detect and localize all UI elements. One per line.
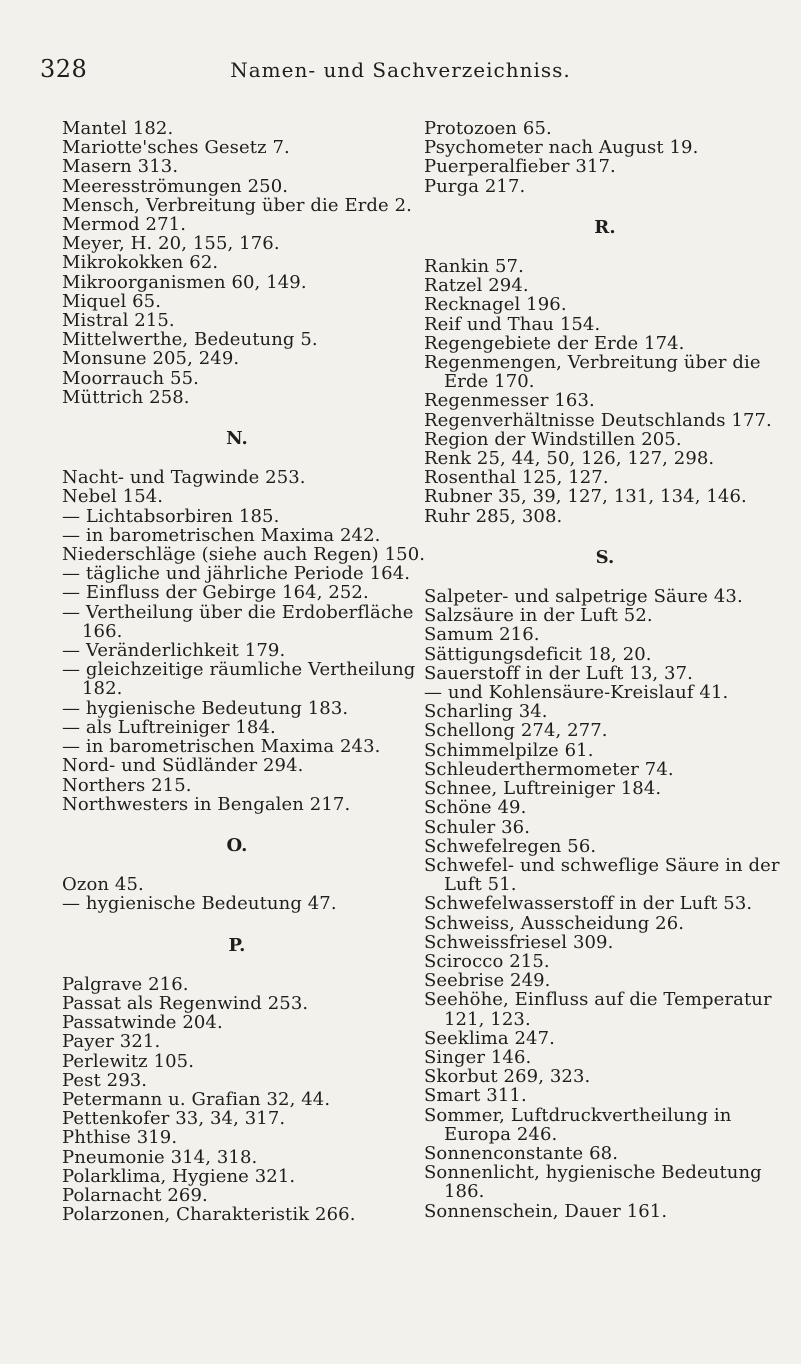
- index-entry-text: Regenmengen, Verbreitung über die: [424, 352, 761, 374]
- index-entry-text: Salpeter- und salpetrige Säure 43.: [424, 586, 743, 608]
- index-entry: [62, 994, 412, 1013]
- index-entry-continuation: 121, 123.: [444, 1008, 531, 1030]
- index-entry-text: Schweissfriesel 309.: [424, 931, 614, 953]
- index-entry-text: — hygienische Bedeutung 183.: [62, 697, 349, 719]
- index-entry: [424, 702, 786, 721]
- index-entry: [62, 776, 412, 795]
- index-entry-text: Ruhr 285, 308.: [424, 505, 563, 527]
- index-entry-text: Meyer, H. 20, 155, 176.: [62, 233, 280, 255]
- index-entry: [424, 818, 786, 837]
- index-entry: [424, 430, 786, 449]
- index-entry-text: — und Kohlensäure-Kreislauf 41.: [424, 682, 729, 704]
- index-entry-text: — in barometrischen Maxima 243.: [62, 736, 381, 758]
- index-entry: [62, 1090, 412, 1109]
- index-entry: [424, 468, 786, 487]
- index-entry: [62, 1032, 412, 1051]
- index-entry-text: — Vertheilung über die Erdoberfläche: [62, 601, 414, 623]
- index-entry-text: Recknagel 196.: [424, 294, 567, 316]
- index-entry-text: Nord- und Südländer 294.: [62, 755, 304, 777]
- index-entry: [424, 990, 786, 1028]
- index-entry-continuation: 166.: [82, 620, 123, 642]
- index-entry-text: Samum 216.: [424, 624, 540, 646]
- index-entry: [62, 234, 412, 253]
- index-entry-text: Schwefel- und schweflige Säure in der: [424, 854, 780, 876]
- index-entry-text: — Einfluss der Gebirge 164, 252.: [62, 582, 369, 604]
- index-entry-text: Salzsäure in der Luft 52.: [424, 605, 653, 627]
- index-entry-text: Psychometer nach August 19.: [424, 137, 699, 159]
- index-entry: [424, 1067, 786, 1086]
- index-entry-text: Passatwinde 204.: [62, 1012, 223, 1034]
- index-entry: [62, 1071, 412, 1090]
- index-entry: [424, 449, 786, 468]
- index-entry: [424, 1106, 786, 1144]
- index-entry: [62, 699, 412, 718]
- index-entry: [62, 544, 426, 566]
- index-entry: [62, 196, 412, 215]
- index-entry: [424, 856, 786, 894]
- index-entry: [62, 388, 412, 407]
- index-entry-text: Pettenkofer 33, 34, 317.: [62, 1108, 286, 1130]
- index-entry: [424, 1086, 786, 1105]
- index-entry-text: Schöne 49.: [424, 797, 527, 819]
- section-letter: P.: [228, 934, 246, 956]
- index-entry-text: Pest 293.: [62, 1069, 148, 1091]
- index-entry: [62, 253, 412, 272]
- index-entry-text: Phthise 319.: [62, 1127, 178, 1149]
- index-entry-continuation: Luft 51.: [444, 874, 517, 896]
- index-entry: [424, 411, 786, 430]
- index-entry-text: Mantel 182.: [62, 118, 174, 139]
- index-entry-text: Sonnenschein, Dauer 161.: [424, 1200, 668, 1222]
- index-entry: [424, 625, 786, 644]
- index-entry: [62, 1109, 412, 1128]
- index-entry-text: Region der Windstillen 205.: [424, 428, 682, 450]
- index-entry-text: Schnee, Luftreiniger 184.: [424, 778, 662, 800]
- index-entry: [62, 311, 412, 330]
- index-entry: [424, 138, 786, 157]
- index-entry: [62, 138, 412, 157]
- index-entry-text: Mermod 271.: [62, 214, 187, 236]
- index-entry-text: Passat als Regenwind 253.: [62, 992, 309, 1014]
- index-entry: [62, 468, 412, 487]
- index-entry: [62, 975, 412, 994]
- index-entry: [424, 157, 786, 176]
- index-entry: [424, 760, 786, 779]
- index-entry: [62, 875, 412, 894]
- index-entry-text: Scharling 34.: [424, 701, 548, 723]
- index-entry: [424, 257, 786, 276]
- index-entry-text: Schwefelwasserstoff in der Luft 53.: [424, 893, 753, 915]
- index-entry-text: Perlewitz 105.: [62, 1050, 195, 1072]
- index-entry: [424, 683, 786, 702]
- index-entry-text: Renk 25, 44, 50, 126, 127, 298.: [424, 448, 715, 470]
- index-entry: [62, 526, 412, 545]
- index-entry-text: Schellong 274, 277.: [424, 720, 608, 742]
- index-entry: [62, 507, 412, 526]
- index-entry-text: — Lichtabsorbiren 185.: [62, 505, 280, 527]
- index-entry-text: Puerperalfieber 317.: [424, 156, 616, 178]
- index-entry: [62, 1186, 412, 1205]
- index-entry-text: Seeklima 247.: [424, 1027, 555, 1049]
- index-entry: [424, 837, 786, 856]
- index-entry-text: Schleuderthermometer 74.: [424, 758, 674, 780]
- index-entry-continuation: Europa 246.: [444, 1123, 558, 1145]
- index-entry: [424, 1144, 786, 1163]
- index-entry: [424, 295, 786, 314]
- index-entry: [62, 1013, 412, 1032]
- index-entry-text: Schwefelregen 56.: [424, 835, 597, 857]
- index-entry-text: Sommer, Luftdruckvertheilung in: [424, 1104, 732, 1126]
- index-entry-text: Polarnacht 269.: [62, 1184, 208, 1206]
- index-entry: [62, 157, 412, 176]
- index-entry-text: Miquel 65.: [62, 290, 162, 312]
- index-entry: [424, 952, 786, 971]
- index-entry: [62, 795, 412, 814]
- index-entry-text: Sättigungsdeficit 18, 20.: [424, 643, 652, 665]
- index-entry-text: Mikroorganismen 60, 149.: [62, 271, 307, 293]
- index-entry: [62, 1167, 412, 1186]
- index-entry-text: Nacht- und Tagwinde 253.: [62, 467, 306, 489]
- index-entry-text: Ozon 45.: [62, 874, 144, 896]
- index-entry-text: Schweiss, Ausscheidung 26.: [424, 912, 685, 934]
- section-letter: S.: [595, 546, 615, 568]
- index-entry: [62, 273, 412, 292]
- index-entry-text: — als Luftreiniger 184.: [62, 716, 276, 738]
- index-entry-text: Schimmelpilze 61.: [424, 739, 594, 761]
- index-entry-text: Monsune 205, 249.: [62, 348, 240, 370]
- index-entry-text: Meeresströmungen 250.: [62, 175, 289, 197]
- index-entry-text: Nebel 154.: [62, 486, 164, 508]
- index-entry: [424, 606, 786, 625]
- index-entry-text: Reif und Thau 154.: [424, 313, 601, 335]
- index-entry-text: Smart 311.: [424, 1085, 527, 1107]
- index-entry-text: Pneumonie 314, 318.: [62, 1146, 258, 1168]
- index-entry: [424, 971, 786, 990]
- index-entry: [424, 1029, 786, 1048]
- index-entry: [424, 507, 786, 526]
- index-entry: [62, 292, 412, 311]
- index-entry-text: Purga 217.: [424, 175, 526, 197]
- index-entry: [62, 1148, 412, 1167]
- index-entry: [424, 119, 786, 138]
- index-entry-text: Sauerstoff in der Luft 13, 37.: [424, 662, 693, 684]
- index-entry-text: — hygienische Bedeutung 47.: [62, 893, 337, 915]
- index-entry-text: Sonnenlicht, hygienische Bedeutung: [424, 1162, 762, 1184]
- index-entry-text: Regenverhältnisse Deutschlands 177.: [424, 409, 772, 431]
- index-entry-text: Müttrich 258.: [62, 386, 190, 408]
- index-entry: [62, 177, 412, 196]
- index-entry-text: Seebrise 249.: [424, 970, 551, 992]
- section-letter: N.: [226, 428, 248, 450]
- index-entry-text: Regenmesser 163.: [424, 390, 595, 412]
- index-entry-text: Payer 321.: [62, 1031, 161, 1053]
- index-entry: [424, 933, 786, 952]
- index-entry-text: Northers 215.: [62, 774, 192, 796]
- index-entry-text: Northwesters in Bengalen 217.: [62, 793, 351, 815]
- index-column-right: [424, 119, 786, 1221]
- index-entry-text: Polarzonen, Charakteristik 266.: [62, 1204, 356, 1226]
- index-entry: [62, 718, 412, 737]
- index-entry-text: Palgrave 216.: [62, 973, 189, 995]
- index-entry-text: Mistral 215.: [62, 310, 175, 332]
- index-entry-text: Ratzel 294.: [424, 275, 529, 297]
- index-entry: [62, 1205, 412, 1224]
- index-entry: [424, 798, 786, 817]
- index-entry: [424, 1202, 786, 1221]
- index-entry: [424, 177, 786, 196]
- index-entry-text: Mittelwerthe, Bedeutung 5.: [62, 329, 318, 351]
- index-entry: [424, 645, 786, 664]
- index-entry: [62, 603, 412, 641]
- index-entry-text: Scirocco 215.: [424, 950, 550, 972]
- index-entry-text: Singer 146.: [424, 1046, 532, 1068]
- index-entry: [424, 1163, 786, 1201]
- index-entry-text: Moorrauch 55.: [62, 367, 199, 389]
- index-entry: [62, 641, 412, 660]
- index-entry: [62, 369, 412, 388]
- index-entry: [424, 391, 786, 410]
- index-entry-text: Mikrokokken 62.: [62, 252, 219, 274]
- index-entry-text: Masern 313.: [62, 156, 179, 178]
- index-entry-text: — tägliche und jährliche Periode 164.: [62, 563, 411, 585]
- index-entry: [62, 215, 412, 234]
- index-entry: [62, 756, 412, 775]
- index-entry: [62, 1128, 412, 1147]
- index-entry-text: Seehöhe, Einfluss auf die Temperatur: [424, 989, 772, 1011]
- index-entry: [62, 894, 412, 913]
- index-entry: [424, 721, 786, 740]
- index-entry-text: — gleichzeitige räumliche Vertheilung: [62, 659, 416, 681]
- index-entry-text: Niederschläge (siehe auch Regen) 150.: [62, 544, 426, 566]
- index-entry: [62, 659, 416, 700]
- index-entry-continuation: 186.: [444, 1181, 485, 1203]
- index-entry: [62, 119, 412, 138]
- index-entry-text: Regengebiete der Erde 174.: [424, 332, 685, 354]
- index-entry-text: Rosenthal 125, 127.: [424, 467, 609, 489]
- index-entry-text: Petermann u. Grafian 32, 44.: [62, 1088, 331, 1110]
- index-entry-text: Mariotte'sches Gesetz 7.: [62, 137, 290, 159]
- index-entry: [424, 894, 786, 913]
- index-entry: [424, 664, 786, 683]
- index-entry: [424, 741, 786, 760]
- index-entry: [424, 276, 786, 295]
- index-entry: [424, 334, 786, 353]
- index-entry: [62, 487, 412, 506]
- index-entry: [424, 779, 786, 798]
- index-entry: [62, 737, 412, 756]
- index-entry-text: — in barometrischen Maxima 242.: [62, 524, 381, 546]
- index-entry-text: Sonnenconstante 68.: [424, 1142, 619, 1164]
- index-entry: [424, 487, 786, 506]
- index-entry-continuation: Erde 170.: [444, 371, 535, 393]
- index-entry-continuation: 182.: [82, 678, 123, 700]
- index-entry-text: Rankin 57.: [424, 256, 524, 278]
- index-entry: [62, 1052, 412, 1071]
- page-header: [0, 54, 801, 84]
- index-entry: [62, 330, 412, 349]
- index-entry: [62, 583, 412, 602]
- section-letter: O.: [226, 834, 248, 856]
- running-head: Namen- und Sachverzeichniss.: [230, 58, 571, 82]
- page-number: 328: [40, 55, 88, 83]
- index-entry: [424, 1048, 786, 1067]
- section-letter: R.: [594, 216, 616, 238]
- index-entry: [424, 587, 786, 606]
- index-entry-text: Mensch, Verbreitung über die Erde 2.: [62, 194, 412, 216]
- index-entry-text: Skorbut 269, 323.: [424, 1066, 591, 1088]
- index-entry-text: Rubner 35, 39, 127, 131, 134, 146.: [424, 486, 747, 508]
- index-entry-text: Polarklima, Hygiene 321.: [62, 1165, 296, 1187]
- index-entry: [424, 353, 786, 391]
- index-entry: [424, 914, 786, 933]
- index-entry: [62, 564, 412, 583]
- index-entry-text: Schuler 36.: [424, 816, 531, 838]
- index-entry: [62, 349, 412, 368]
- index-entry-text: — Veränderlichkeit 179.: [62, 640, 286, 662]
- index-entry: [424, 315, 786, 334]
- index-entry-text: Protozoen 65.: [424, 118, 552, 139]
- index-column-left: [62, 118, 426, 1226]
